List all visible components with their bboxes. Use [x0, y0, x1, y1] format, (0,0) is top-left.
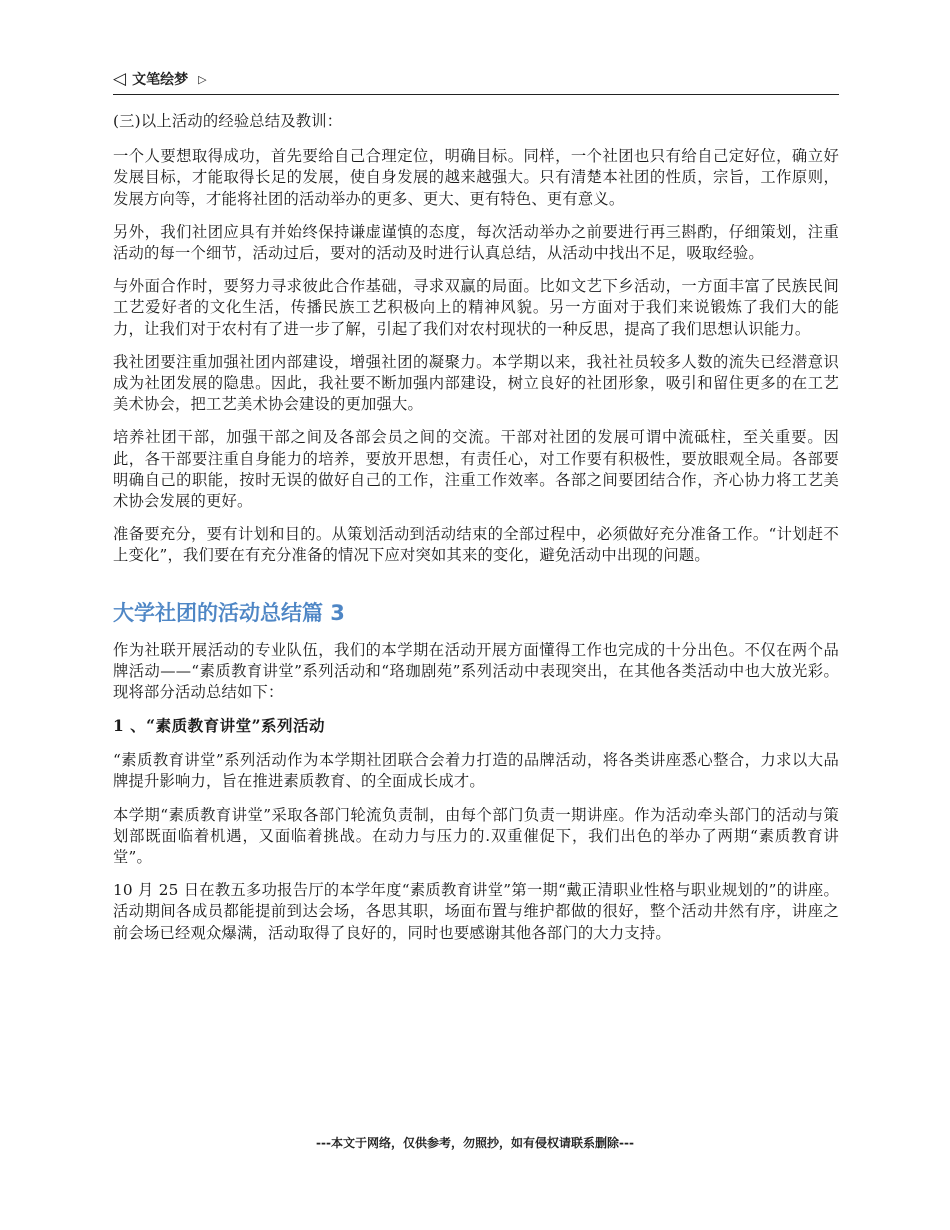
document-page — [113, 64, 839, 956]
paragraph: 本学期“素质教育讲堂”采取各部门轮流负责制，由每个部门负责一期讲座。作为活动牵头部门的活动与策划部既面临着机遇，又面临着挑战。在动力与压力的.双重催促下，我们出色的举办了两期“素质教育讲堂”。 — [113, 805, 839, 867]
intro-paragraph: 作为社联开展活动的专业队伍，我们的本学期在活动开展方面懂得工作也完成的十分出色。不仅在两个品牌活动——“素质教育讲堂”系列活动和“珞珈剧苑”系列活动中表现突出，在其他各类活动中也大放光彩。现将部分活动总结如下： — [113, 640, 839, 702]
document-body — [113, 111, 839, 944]
section-heading: 大学社团的活动总结篇 3 — [113, 600, 345, 625]
section-subhead: (三)以上活动的经验总结及教训： — [113, 112, 343, 130]
paragraph: 与外面合作时，要努力寻求彼此合作基础，寻求双赢的局面。比如文艺下乡活动，一方面丰富了民族民间工艺爱好者的文化生活，传播民族工艺积极向上的精神风貌。另一方面对于我们来说锻炼了我们大的能力，让我们对于农村有了进一步了解，引起了我们对农村现状的一种反思，提高了我们思想认识能力。 — [113, 277, 839, 338]
subsection-heading: 1 、“素质教育讲堂”系列活动 — [113, 716, 326, 736]
paragraph: “素质教育讲堂”系列活动作为本学期社团联合会着力打造的品牌活动，将各类讲座悉心整合，力求以大品牌提升影响力，旨在推进素质教育、的全面成长成才。 — [113, 751, 839, 791]
paragraph: 我社团要注重加强社团内部建设，增强社团的凝聚力。本学期以来，我社社员较多人数的流失已经潜意识成为社团发展的隐患。因此，我社要不断加强内部建设，树立良好的社团形象，吸引和留住更多的在工艺美术协会，把工艺美术协会建设的更加强大。 — [113, 352, 839, 414]
page-footer: ---本文于网络，仅供参考，勿照抄，如有侵权请联系删除--- — [316, 1136, 634, 1150]
header-title: 文笔绘梦 — [132, 72, 189, 88]
page-header — [113, 64, 839, 95]
paragraph: 培养社团干部，加强干部之间及各部会员之间的交流。干部对社团的发展可谓中流砥柱，至关重要。因此，各干部要注重自身能力的培养，要放开思想，有责任心，对工作要有积极性，要放眼观全局。各部要明确自己的职能，按时无误的做好自己的工作，注重工作效率。各部之间要团结合作，齐心协力将工艺美术协会发展的更好。 — [113, 428, 839, 511]
paragraph: 一个人要想取得成功，首先要给自己合理定位，明确目标。同样，一个社团也只有给自己定好位，确立好发展目标，才能取得长足的发展，使自身发展的越来越强大。只有清楚本社团的性质，宗旨，工作原则，发展方向等，才能将社团的活动举办的更多、更大、更有特色、更有意义。 — [113, 147, 839, 208]
paragraph: 准备要充分，要有计划和目的。从策划活动到活动结束的全部过程中，必须做好充分准备工作。“计划赶不上变化”，我们要在有充分准备的情况下应对突如其来的变化，避免活动中出现的问题。 — [113, 525, 839, 565]
paragraph: 10 月 25 日在教五多功报告厅的本学年度“素质教育讲堂”第一期“戴正清职业性格与职业规划的”的讲座。活动期间各成员都能提前到达会场，各思其职，场面布置与维护都做的很好，整个活动井然有序，讲座之前会场已经观众爆满，活动取得了良好的，同时也要感谢其他各部门的大力支持。 — [113, 881, 839, 942]
triangle-left-icon: ◁ — [113, 68, 127, 89]
paragraph: 另外，我们社团应具有并始终保持谦虚谨慎的态度，每次活动举办之前要进行再三斟酌，仔细策划，注重活动的每一个细节，活动过后，要对的活动及时进行认真总结，从活动中找出不足，吸取经验。 — [113, 222, 839, 263]
triangle-right-icon: ▷ — [198, 72, 207, 86]
